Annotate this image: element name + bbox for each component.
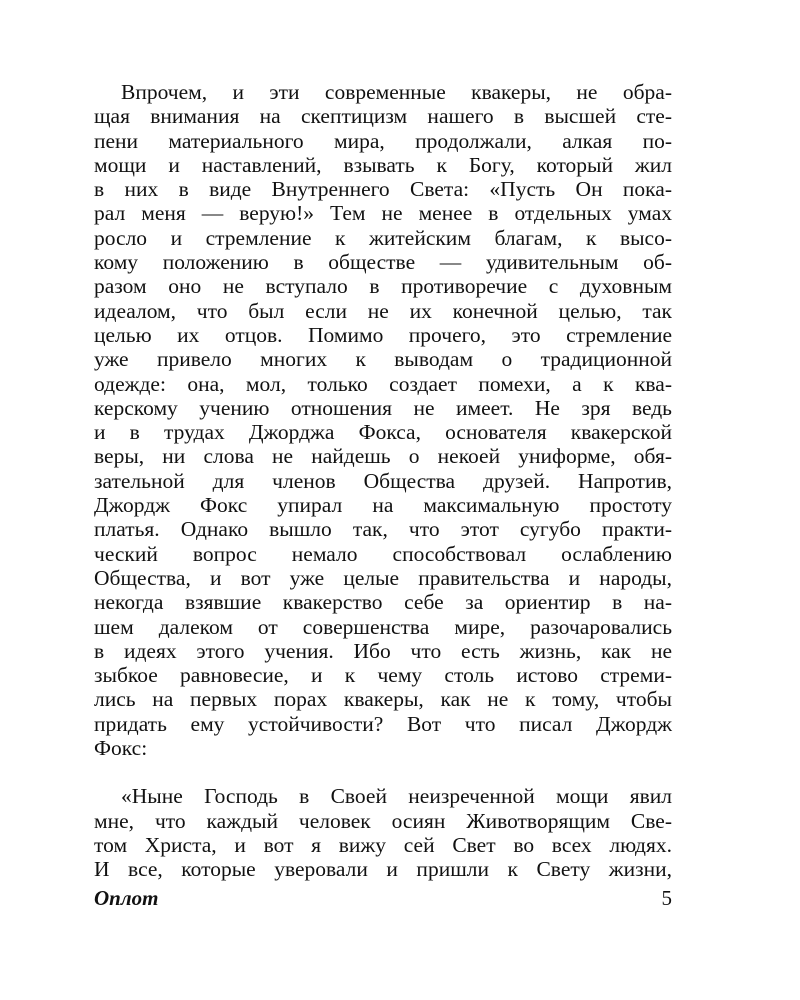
text-line: платья. Однако вышло так, что этот сугубо практи- [94, 517, 672, 542]
text-line: Джордж Фокс упирал на максимальную простоту [94, 493, 672, 518]
text-line: зательной для членов Общества друзей. Напротив, [94, 468, 672, 493]
text-line: придать ему устойчивости? Вот что писал Джордж [94, 711, 672, 736]
text-column [94, 80, 672, 882]
text-line: идеалом, что был если не их конечной целью, так [94, 298, 672, 323]
text-line: кому положению в обществе — удивительным об- [94, 250, 672, 275]
text-line: целью их отцов. Помимо прочего, это стремление [94, 322, 672, 347]
text-line: «Ныне Господь в Своей неизреченной мощи явил [121, 784, 672, 809]
text-line: в идеях этого учения. Ибо что есть жизнь, как не [94, 638, 672, 663]
text-line: в них в виде Внутреннего Света: «Пусть Он пока- [94, 177, 672, 202]
text-line: щая внимания на скептицизм нашего в высшей сте- [94, 104, 672, 129]
text-line: Общества, и вот уже целые правительства и народы, [94, 565, 672, 590]
paragraph-2-quote [94, 784, 672, 881]
text-line: некогда взявшие квакерство себе за ориентир в на- [94, 590, 672, 615]
text-line: керскому учению отношения не имеет. Не зря ведь [94, 395, 672, 420]
text-line: Фокс: [94, 736, 148, 761]
page-footer [94, 886, 672, 914]
text-line: И все, которые уверовали и пришли к Свету жизни, [94, 857, 672, 882]
paragraph-gap [94, 760, 672, 784]
text-line: пени материального мира, продолжали, алкая по- [94, 128, 672, 153]
text-line: и в трудах Джорджа Фокса, основателя квакерской [94, 420, 672, 445]
text-line: том Христа, и вот я вижу сей Свет во всех людях. [94, 832, 672, 857]
text-line: одежде: она, мол, только создает помехи, а к ква- [94, 371, 672, 396]
text-line: Впрочем, и эти современные квакеры, не обра- [121, 80, 672, 104]
text-line: лись на первых порах квакеры, как не к тому, чтобы [94, 687, 672, 712]
text-line: зыбкое равновесие, и к чему столь истово стреми- [94, 663, 672, 688]
text-line: рал меня — верую!» Тем не менее в отдельных умах [94, 201, 672, 226]
text-line: шем далеком от совершенства мире, разочаровались [94, 614, 672, 639]
text-line: уже привело многих к выводам о традиционной [94, 347, 672, 372]
text-line: мощи и наставлений, взывать к Богу, который жил [94, 152, 672, 177]
page-number: 5 [661, 886, 672, 910]
text-line: разом оно не вступало в противоречие с духовным [94, 274, 672, 299]
paragraph-1 [94, 80, 672, 760]
running-title: Оплот [94, 886, 159, 910]
text-line: мне, что каждый человек осиян Животворящим Све- [94, 808, 672, 833]
text-line: ческий вопрос немало способствовал ослаблению [94, 541, 672, 566]
text-line: росло и стремление к житейским благам, к высо- [94, 225, 672, 250]
text-line: веры, ни слова не найдешь о некоей униформе, обя- [94, 444, 672, 469]
